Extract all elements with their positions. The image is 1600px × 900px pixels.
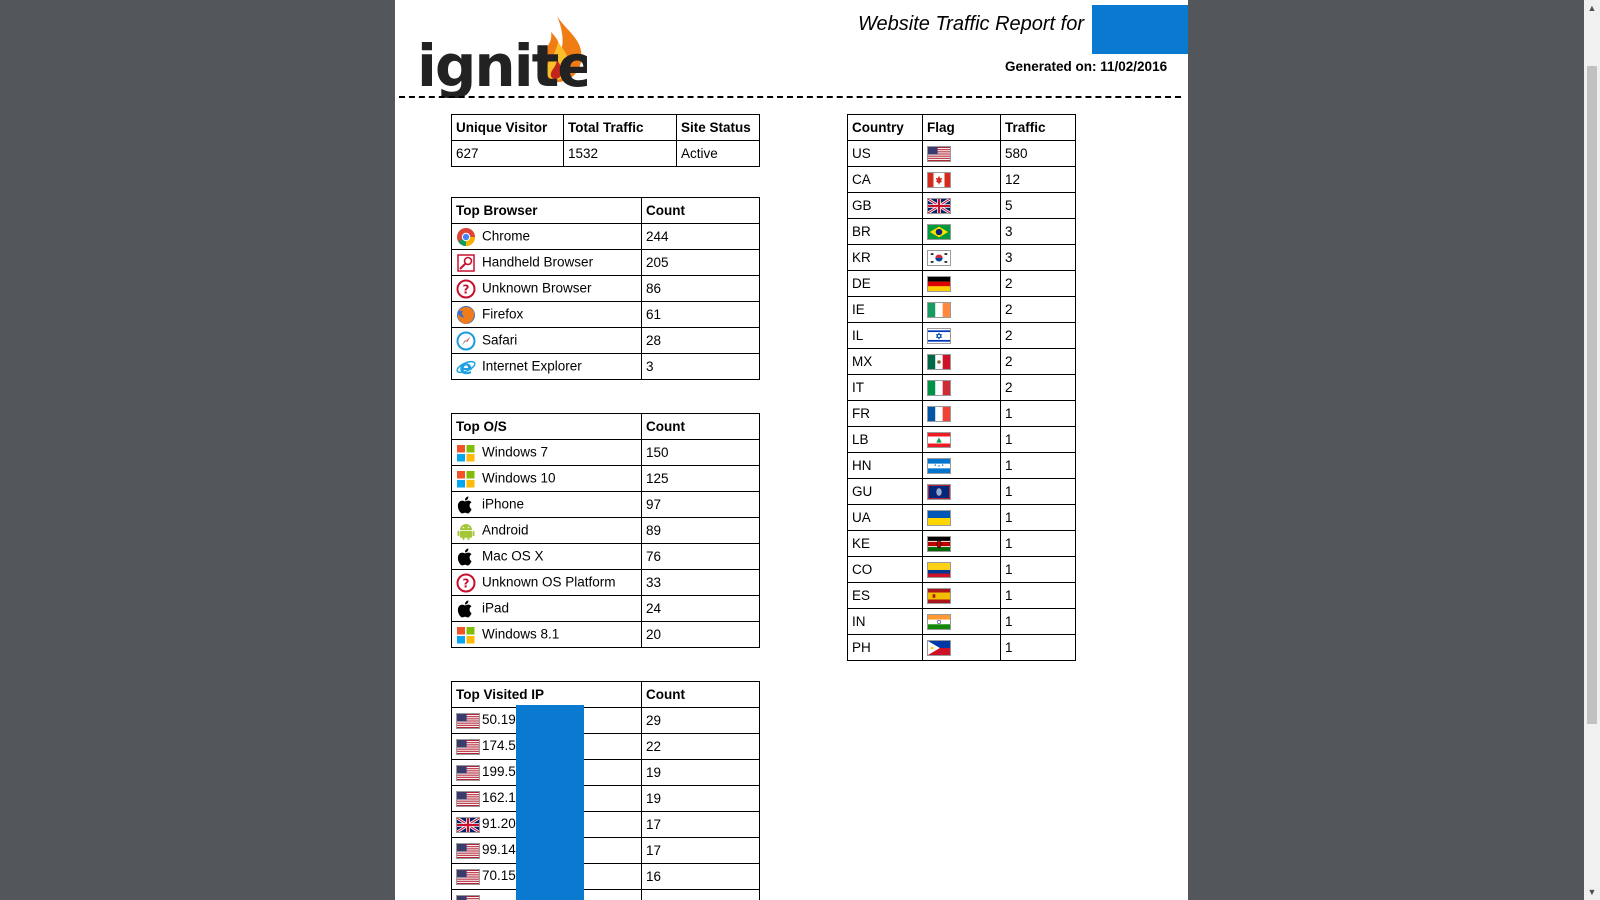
apple-icon [456,495,476,515]
apple-icon [456,599,476,619]
os-row [452,492,760,518]
country-row [848,557,1076,583]
country-code: IN [848,609,923,635]
country-traffic: 1 [1001,635,1076,661]
country-code: CO [848,557,923,583]
browser-count: 244 [642,224,760,250]
browser-count-header: Count [642,198,760,224]
browser-name-cell [452,250,642,276]
country-traffic: 1 [1001,583,1076,609]
browser-name-cell [452,224,642,250]
os-name: Windows 7 [482,444,549,460]
browser-name: Chrome [482,228,531,244]
ip-count: 17 [642,838,760,864]
flag-lb-icon [927,432,951,448]
browser-count: 86 [642,276,760,302]
browser-count: 3 [642,354,760,380]
flag-ie-icon [927,302,951,318]
ip-row [452,786,760,812]
ip-count: 22 [642,734,760,760]
country-flag-cell [923,609,1001,635]
country-flag-cell [923,245,1001,271]
country-header: Country [848,115,923,141]
flag-fr-icon [927,406,951,422]
flag-ke-icon [927,536,951,552]
country-flag-cell [923,219,1001,245]
browser-name-cell [452,354,642,380]
ip-row [452,812,760,838]
total-traffic-value: 1532 [564,141,677,167]
flag-hn-icon [927,458,951,474]
os-table [451,413,760,648]
country-row [848,245,1076,271]
country-flag-cell [923,141,1001,167]
browser-count: 205 [642,250,760,276]
country-row [848,167,1076,193]
ip-row [452,838,760,864]
country-code: KE [848,531,923,557]
browser-name: Firefox [482,306,524,322]
country-row [848,401,1076,427]
country-code: MX [848,349,923,375]
flag-il-icon [927,328,951,344]
os-name: Android [482,522,529,538]
logo-text: ignite [417,32,587,98]
generated-date: Generated on: 11/02/2016 [1005,59,1168,74]
country-traffic: 2 [1001,297,1076,323]
unknown-icon [456,573,476,593]
os-name-cell [452,466,642,492]
windows-icon [456,625,476,645]
flag-gb-icon [927,198,951,214]
ip-table [451,681,760,900]
country-flag-cell [923,297,1001,323]
ip-row [452,708,760,734]
browser-name-cell [452,276,642,302]
ip-count: 29 [642,708,760,734]
firefox-icon [456,305,476,325]
country-traffic: 1 [1001,609,1076,635]
ip-redaction-box [516,705,584,900]
country-flag-cell [923,479,1001,505]
country-row [848,349,1076,375]
windows-icon [456,469,476,489]
country-traffic: 1 [1001,479,1076,505]
country-flag-cell [923,375,1001,401]
ignite-logo [417,10,587,98]
ip-count: 17 [642,812,760,838]
handheld-browser-icon [456,253,476,273]
country-traffic: 3 [1001,245,1076,271]
os-name: Mac OS X [482,548,544,564]
os-name-cell [452,596,642,622]
flag-gb-icon [456,817,480,833]
country-flag-cell [923,635,1001,661]
site-status-header: Site Status [677,115,760,141]
country-row [848,271,1076,297]
flag-us-icon [456,713,480,729]
os-row [452,466,760,492]
country-traffic: 580 [1001,141,1076,167]
browser-name-cell [452,302,642,328]
country-row [848,453,1076,479]
country-flag-cell [923,427,1001,453]
ip-count: 16 [642,864,760,890]
country-row [848,323,1076,349]
safari-icon [456,331,476,351]
country-flag-cell [923,271,1001,297]
country-flag-cell [923,453,1001,479]
country-code: US [848,141,923,167]
browser-name: Handheld Browser [482,254,594,270]
country-traffic: 3 [1001,219,1076,245]
browser-name: Safari [482,332,518,348]
browser-count: 28 [642,328,760,354]
os-count: 33 [642,570,760,596]
country-traffic: 1 [1001,453,1076,479]
os-count: 76 [642,544,760,570]
country-flag-cell [923,401,1001,427]
os-count: 20 [642,622,760,648]
report-page [395,0,1188,900]
country-traffic: 1 [1001,557,1076,583]
ip-address: 199.5 [482,764,516,780]
svg-text:?: ? [462,576,470,590]
country-row [848,297,1076,323]
ip-address: 99.14 [482,842,516,858]
country-row [848,427,1076,453]
os-row [452,544,760,570]
flag-us-icon [456,791,480,807]
scroll-up-arrow-icon[interactable]: ▲ [1587,3,1597,13]
flag-gu-icon [927,484,951,500]
flag-ca-icon [927,172,951,188]
country-flag-cell [923,583,1001,609]
os-count: 150 [642,440,760,466]
country-traffic: 2 [1001,349,1076,375]
country-code: GB [848,193,923,219]
scrollbar-thumb[interactable] [1587,66,1597,724]
os-count-header: Count [642,414,760,440]
ip-address: 91.20 [482,816,516,832]
browser-table [451,197,760,380]
country-traffic: 2 [1001,375,1076,401]
country-traffic: 2 [1001,271,1076,297]
ip-row [452,760,760,786]
os-count: 89 [642,518,760,544]
flag-it-icon [927,380,951,396]
country-flag-cell [923,323,1001,349]
country-traffic: 1 [1001,531,1076,557]
site-status-value: Active [677,141,760,167]
country-flag-cell [923,167,1001,193]
country-code: IE [848,297,923,323]
os-row [452,518,760,544]
flag-de-icon [927,276,951,292]
browser-row [452,302,760,328]
country-table [847,114,1076,661]
unknown-icon [456,279,476,299]
summary-table [451,114,760,167]
os-name: Windows 10 [482,470,556,486]
header-divider [399,96,1181,98]
unique-visitor-header: Unique Visitor [452,115,564,141]
ip-address: 174.5 [482,738,516,754]
country-code: BR [848,219,923,245]
country-code: KR [848,245,923,271]
country-code: IT [848,375,923,401]
unique-visitor-value: 627 [452,141,564,167]
os-name: iPad [482,600,510,616]
country-traffic: 2 [1001,323,1076,349]
ip-count-header: Count [642,682,760,708]
country-code: HN [848,453,923,479]
flag-co-icon [927,562,951,578]
country-code: LB [848,427,923,453]
ip-count: 19 [642,760,760,786]
top-os-header: Top O/S [452,414,642,440]
ip-row [452,864,760,890]
os-name: Windows 8.1 [482,626,560,642]
country-flag-cell [923,349,1001,375]
browser-name: Unknown Browser [482,280,592,296]
title-redaction-box [1092,5,1188,54]
flag-us-icon [456,843,480,859]
country-code: GU [848,479,923,505]
browser-row [452,276,760,302]
os-row [452,440,760,466]
country-code: ES [848,583,923,609]
country-row [848,505,1076,531]
os-name: iPhone [482,496,525,512]
flag-us-icon [456,869,480,885]
apple-icon [456,547,476,567]
country-flag-cell [923,531,1001,557]
top-browser-header: Top Browser [452,198,642,224]
ip-row [452,734,760,760]
flag-br-icon [927,224,951,240]
os-count: 24 [642,596,760,622]
country-row [848,193,1076,219]
browser-name-cell [452,328,642,354]
os-name-cell [452,440,642,466]
country-traffic: 1 [1001,427,1076,453]
flag-in-icon [927,614,951,630]
ip-count [642,890,760,900]
country-row [848,219,1076,245]
country-flag-cell [923,505,1001,531]
country-flag-cell [923,193,1001,219]
country-row [848,479,1076,505]
os-count: 125 [642,466,760,492]
top-ip-header: Top Visited IP [452,682,642,708]
country-traffic: 1 [1001,401,1076,427]
ip-address: 70.15 [482,868,516,884]
os-name-cell [452,544,642,570]
ip-row [452,890,760,900]
country-row [848,531,1076,557]
browser-name: Internet Explorer [482,358,582,374]
total-traffic-header: Total Traffic [564,115,677,141]
browser-row [452,250,760,276]
browser-row [452,354,760,380]
flag-es-icon [927,588,951,604]
ip-count: 19 [642,786,760,812]
os-name-cell [452,622,642,648]
country-row [848,141,1076,167]
flag-ua-icon [927,510,951,526]
country-traffic: 12 [1001,167,1076,193]
country-traffic: 5 [1001,193,1076,219]
svg-text:?: ? [462,282,470,296]
windows-icon [456,443,476,463]
flag-header: Flag [923,115,1001,141]
country-row [848,635,1076,661]
scroll-down-arrow-icon[interactable]: ▼ [1587,887,1597,897]
country-row [848,583,1076,609]
android-icon [456,521,476,541]
flag-us-icon [456,895,480,900]
internet-explorer-icon [456,357,476,377]
country-flag-cell [923,557,1001,583]
ip-address: 162.1 [482,790,516,806]
flag-ph-icon [927,640,951,656]
os-count: 97 [642,492,760,518]
country-code: PH [848,635,923,661]
os-name-cell [452,492,642,518]
country-code: DE [848,271,923,297]
country-code: UA [848,505,923,531]
country-row [848,375,1076,401]
country-row [848,609,1076,635]
browser-row [452,328,760,354]
traffic-header: Traffic [1001,115,1076,141]
flag-us-icon [927,146,951,162]
report-title: Website Traffic Report for [858,13,1084,35]
os-row [452,570,760,596]
chrome-icon [456,227,476,247]
country-code: FR [848,401,923,427]
flag-kr-icon [927,250,951,266]
flag-us-icon [456,765,480,781]
os-name: Unknown OS Platform [482,574,616,590]
flag-us-icon [456,739,480,755]
country-traffic: 1 [1001,505,1076,531]
os-name-cell [452,518,642,544]
country-code: CA [848,167,923,193]
flag-mx-icon [927,354,951,370]
os-row [452,622,760,648]
browser-row [452,224,760,250]
os-row [452,596,760,622]
browser-count: 61 [642,302,760,328]
os-name-cell [452,570,642,596]
ip-address: 50.19 [482,712,516,728]
vertical-scrollbar[interactable] [1584,0,1600,900]
svg-text:e: e [459,356,473,377]
country-code: IL [848,323,923,349]
